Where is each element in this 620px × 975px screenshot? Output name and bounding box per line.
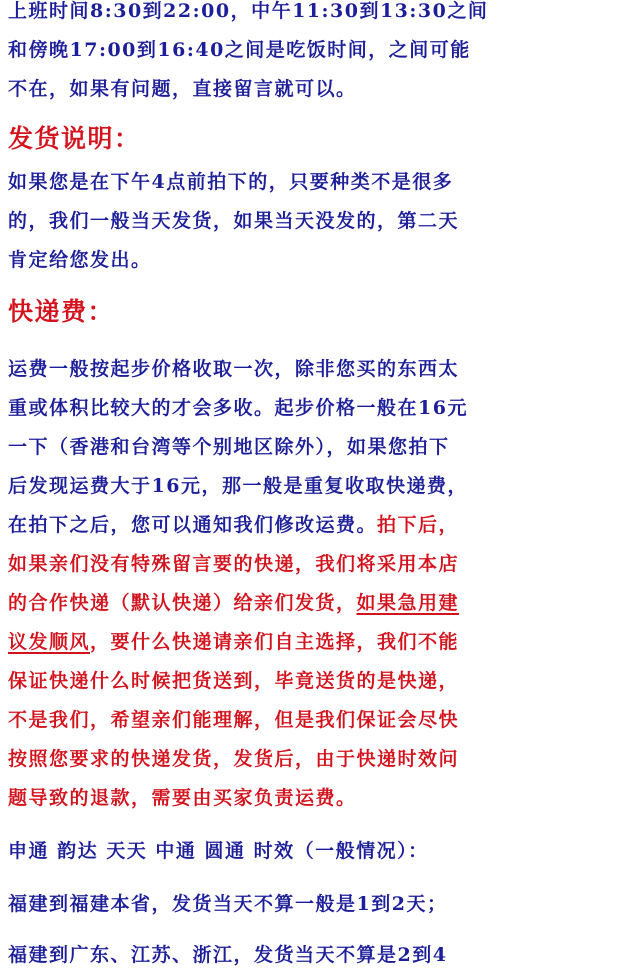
shipping-line: 肯定给您发出。 xyxy=(8,249,152,271)
fee-red-plain-part: 的合作快递（默认快递）给亲们发货， xyxy=(8,592,357,614)
hours-line: 和傍晚17:00到16:40之间是吃饭时间，之间可能 xyxy=(8,39,471,61)
fee-line: 重或体积比较大的才会多收。起步价格一般在16元 xyxy=(8,397,468,419)
shipping-line: 如果您是在下午4点前拍下的，只要种类不是很多 xyxy=(8,171,454,193)
fee-red-plain-part: ，要什么快递请亲们自主选择，我们不能 xyxy=(90,631,460,653)
delivery-timing-line: 福建到福建本省，发货当天不算一般是1到2天； xyxy=(8,893,448,915)
fee-red-line-underlined xyxy=(8,623,612,662)
fee-red-line: 按照您要求的快递发货，发货后，由于快递时效问 xyxy=(8,748,460,770)
fee-line: 一下（香港和台湾等个别地区除外），如果您拍下 xyxy=(8,436,450,458)
fee-line-mixed xyxy=(8,506,612,545)
fee-red-line: 如果亲们没有特殊留言要的快递，我们将采用本店 xyxy=(8,553,460,575)
shipping-heading: 发货说明： xyxy=(8,124,141,153)
fee-red-line: 题导致的退款，需要由买家负责运费。 xyxy=(8,787,357,809)
fee-line-blue-part: 在拍下之后，您可以通知我们修改运费。 xyxy=(8,514,378,536)
express-advice-underlined: 如果急用建 xyxy=(356,592,460,614)
shipping-paragraph xyxy=(8,163,612,280)
delivery-timing-line: 福建到广东、江苏、浙江，发货当天不算是2到4 xyxy=(8,944,448,966)
express-advice-underlined: 议发顺风 xyxy=(8,631,91,653)
shipping-line: 的，我们一般当天发货，如果当天没发的，第二天 xyxy=(8,210,460,232)
fee-paragraph xyxy=(8,350,612,818)
working-hours-paragraph xyxy=(8,0,612,109)
hours-line: 上班时间8:30到22:00，中午11:30到13:30之间 xyxy=(8,0,489,22)
fee-line-red-part: 拍下后， xyxy=(377,514,460,536)
policy-document xyxy=(8,0,612,975)
fee-red-line: 保证快递什么时候把货送到，毕竟送货的是快递， xyxy=(8,670,460,692)
fee-red-line: 不是我们，希望亲们能理解，但是我们保证会尽快 xyxy=(8,709,460,731)
fee-line: 后发现运费大于16元，那一般是重复收取快递费， xyxy=(8,475,468,497)
fee-red-line-underlined xyxy=(8,584,612,623)
fee-line: 运费一般按起步价格收取一次，除非您买的东西太 xyxy=(8,358,460,380)
delivery-timing-header: 申通 韵达 天天 中通 圆通 时效（一般情况）： xyxy=(8,840,429,862)
hours-line: 不在，如果有问题，直接留言就可以。 xyxy=(8,78,357,100)
fee-heading: 快递费： xyxy=(8,297,115,326)
